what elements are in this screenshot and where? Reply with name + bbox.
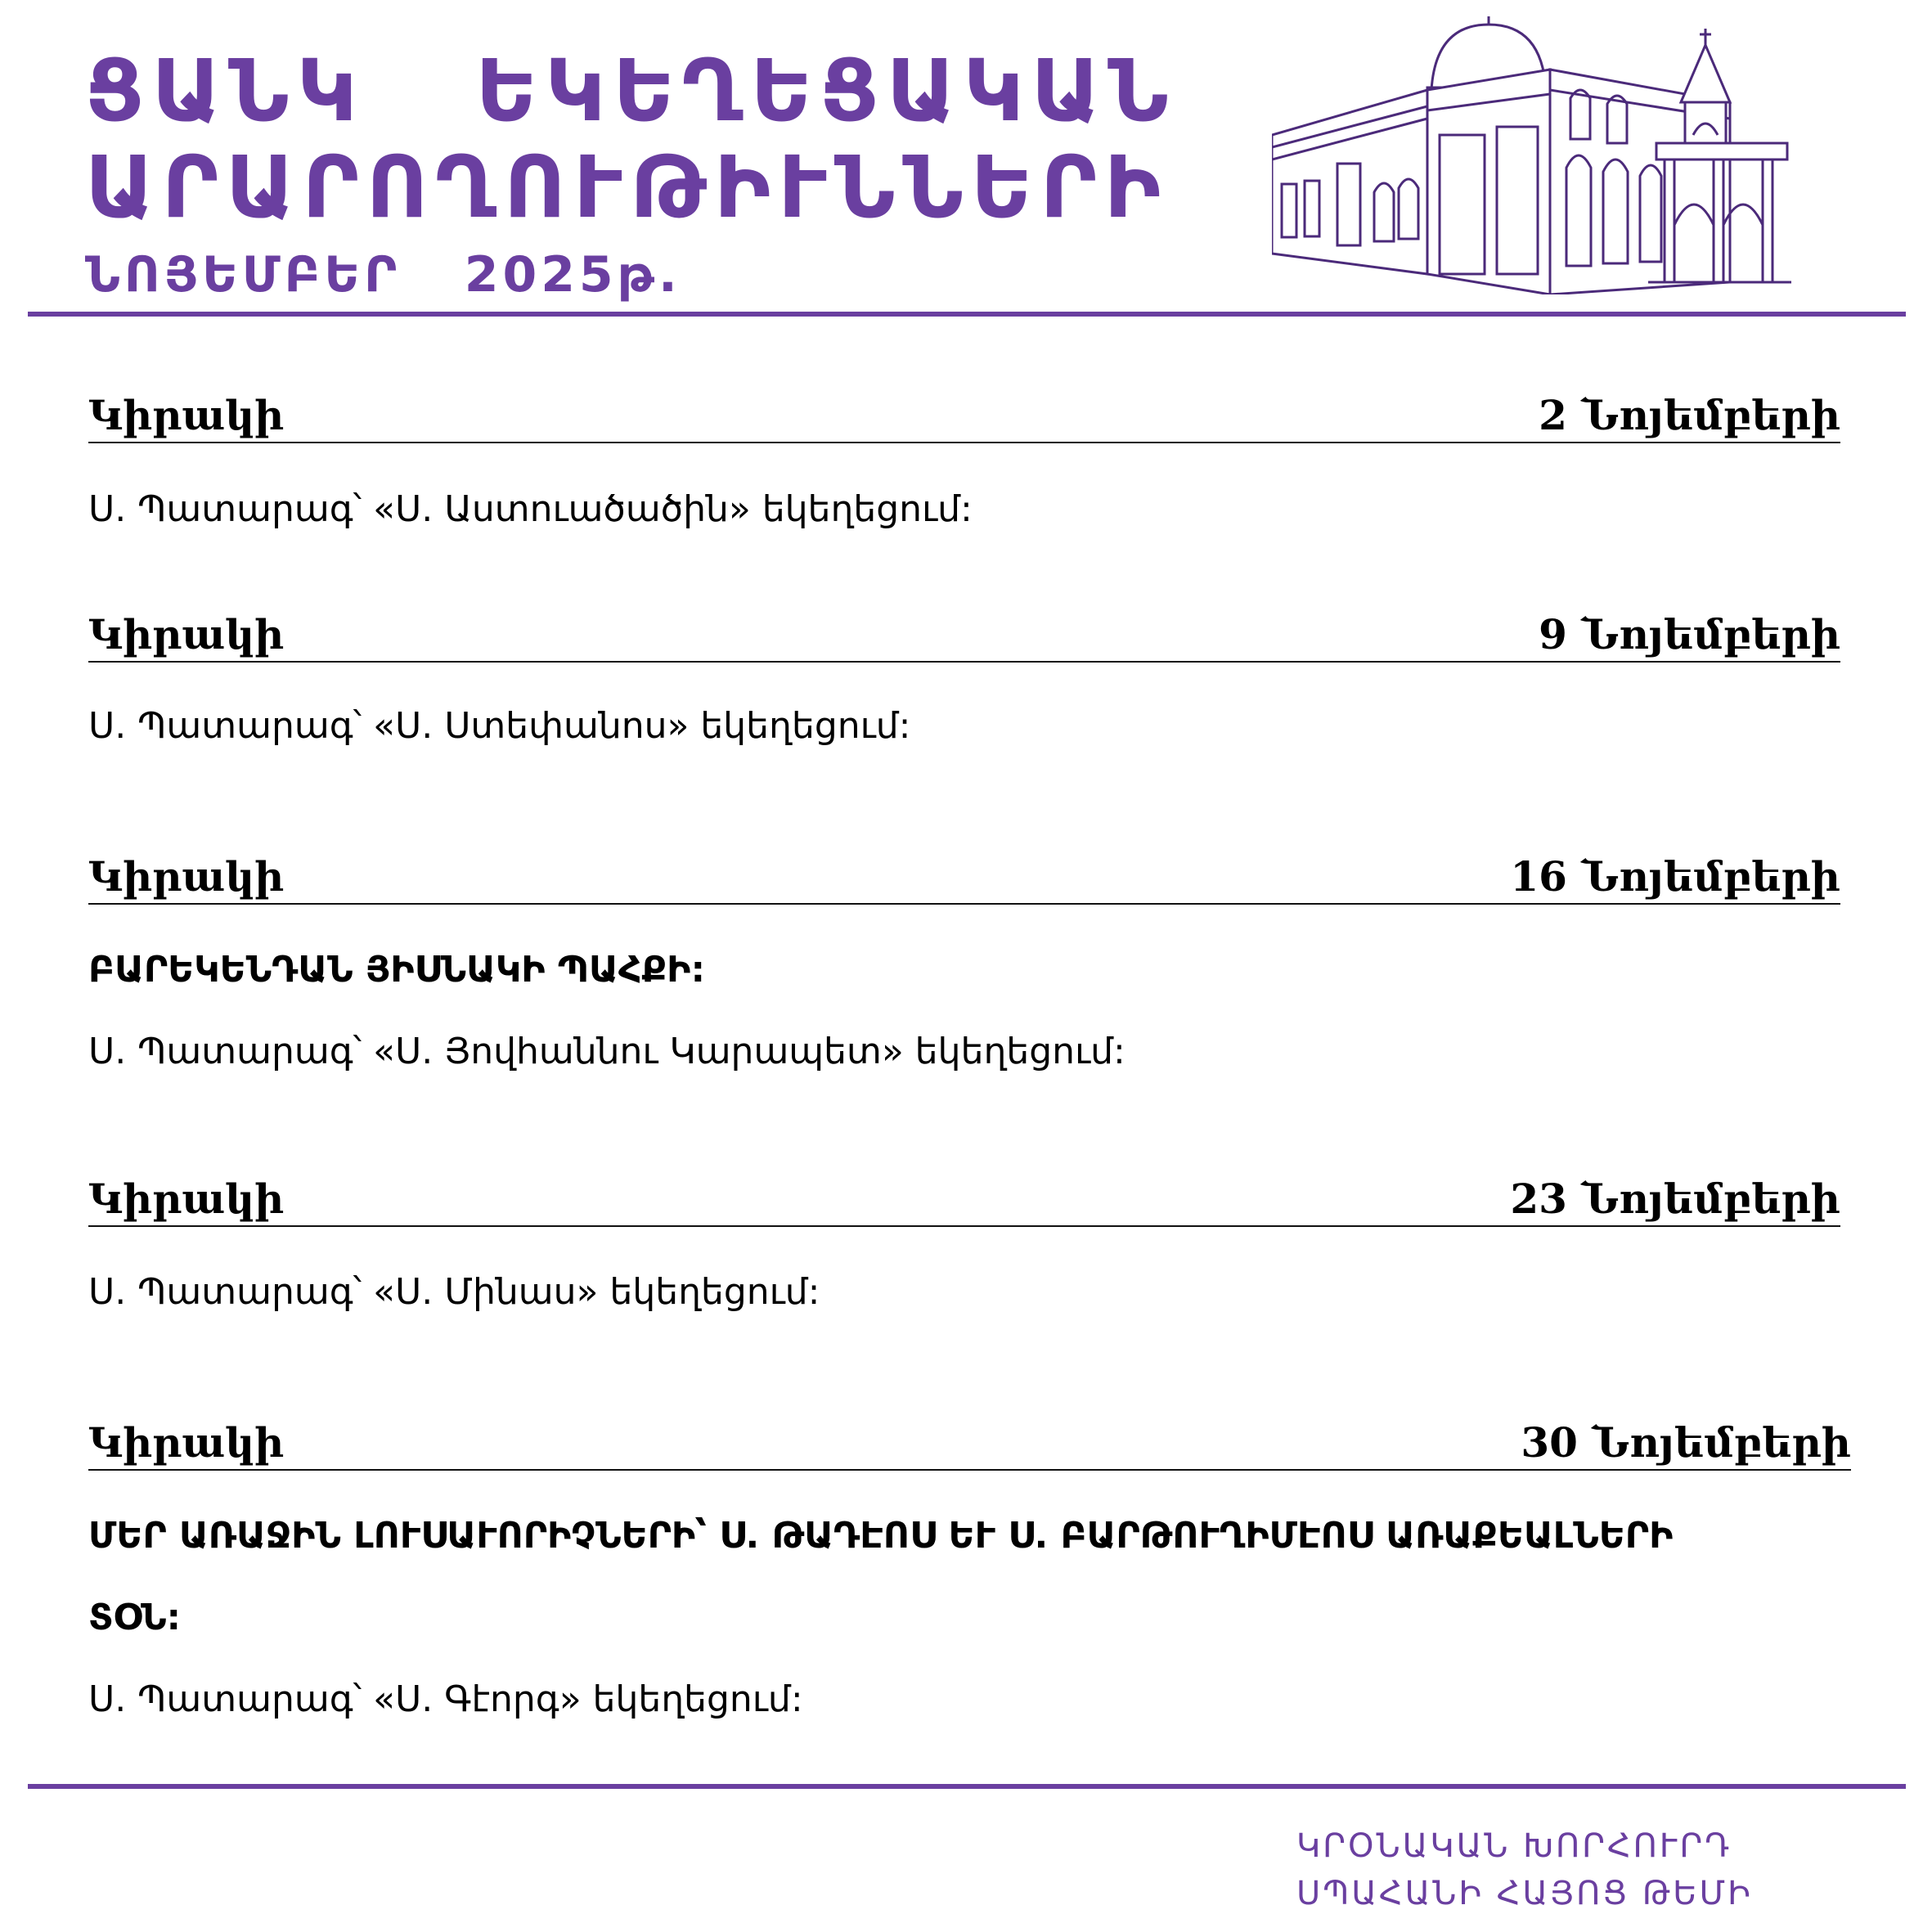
page-subtitle-month: ՆՈՅԵՄԲԵՐ 2025թ. <box>85 246 681 303</box>
footer-divider <box>28 1784 1906 1789</box>
entry-day: Կիրակի <box>88 1175 285 1223</box>
entry-date: 16 Նոյեմբերի <box>1510 852 1840 901</box>
entry-heading: ԲԱՐԵԿԵՆԴԱՆ ՅԻՍՆԱԿԻ ՊԱՀՔԻ: <box>88 949 706 991</box>
entry-header-4 <box>88 1176 1840 1227</box>
entry-header-5 <box>88 1420 1851 1471</box>
entry-day: Կիրակի <box>88 610 285 658</box>
entry-header-3 <box>88 854 1840 905</box>
title-block <box>85 43 1176 308</box>
entry-day: Կիրակի <box>88 852 285 901</box>
entry-day: Կիրակի <box>88 1418 285 1467</box>
entry-text: Ս. Պատարագ՝ «Ս. Ստեփանոս» եկեղեցում: <box>88 705 911 747</box>
entry-date: 2 Նոյեմբերի <box>1539 391 1840 439</box>
entry-date: 30 Նոյեմբերի <box>1521 1418 1851 1467</box>
entry-date: 23 Նոյեմբերի <box>1510 1175 1840 1223</box>
footer-line-2: ՍՊԱՀԱՆԻ ՀԱՅՈՑ ԹԵՄԻ <box>1296 1875 1753 1912</box>
entry-date: 9 Նոյեմբերի <box>1539 610 1840 658</box>
footer-line-1: ԿՐՕՆԱԿԱՆ ԽՈՐՀՈՒՐԴ <box>1296 1827 1732 1865</box>
entry-heading: ՄԵՐ ԱՌԱՋԻՆ ԼՈՒՍԱՒՈՐԻՉՆԵՐԻ՝ Ս. ԹԱԴԷՈՍ ԵՒ Ս. ԲԱՐԹՈՒՂԻՄԷՈՍ ԱՌԱՔԵԱԼՆԵՐԻ <box>88 1515 1674 1557</box>
entry-day: Կիրակի <box>88 391 285 439</box>
entry-text: Ս. Պատարագ՝ «Ս. Գէորգ» եկեղեցում: <box>88 1678 803 1720</box>
header-divider <box>28 312 1906 317</box>
entry-header-2 <box>88 612 1840 663</box>
entry-text: Ս. Պատարագ՝ «Ս. Յովհաննու Կարապետ» եկեղեցում: <box>88 1031 1126 1072</box>
entry-text: Ս. Պատարագ՝ «Ս. Մինաս» եկեղեցում: <box>88 1271 820 1313</box>
page-title-line-2: ԱՐԱՐՈՂՈՒԹԻՒՆՆԵՐԻ <box>85 137 1168 237</box>
church-illustration-icon <box>1272 12 1795 294</box>
entry-text: Ս. Պատարագ՝ «Ս. Աստուածածին» եկեղեցում: <box>88 488 973 530</box>
page-title-line-1: ՑԱՆԿ ԵԿԵՂԵՑԱԿԱՆ <box>85 41 1176 141</box>
entry-heading-continued: ՏՕՆ: <box>88 1597 182 1638</box>
footer-signature <box>1296 1822 1753 1917</box>
entry-header-1 <box>88 393 1840 443</box>
